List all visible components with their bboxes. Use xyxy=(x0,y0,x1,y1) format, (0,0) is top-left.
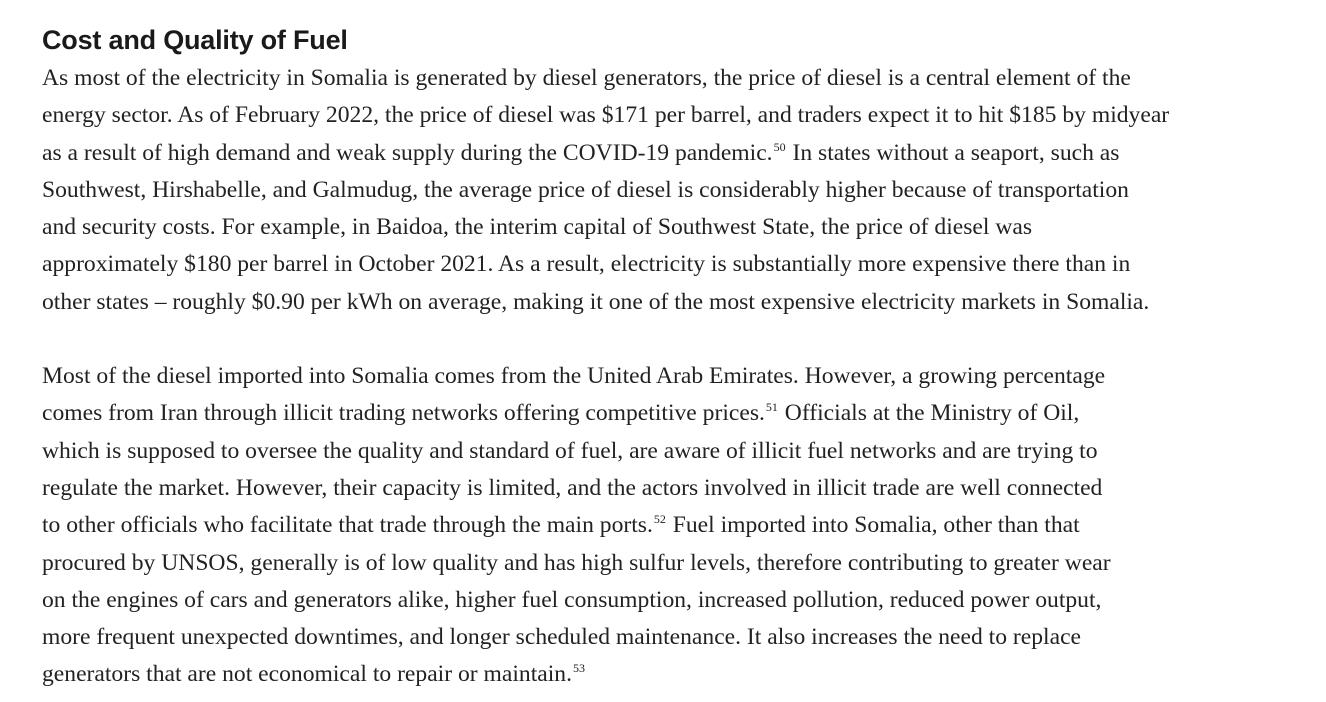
line-text: as a result of high demand and weak supply during the COVID-19 pandemic. xyxy=(42,139,773,166)
text-line: which is supposed to oversee the quality and standard of fuel, are aware of illicit fuel networks and are trying to xyxy=(42,437,1098,464)
section-heading: Cost and Quality of Fuel xyxy=(42,25,348,55)
text-line: Southwest, Hirshabelle, and Galmudug, the average price of diesel is considerably higher because of transportation xyxy=(42,176,1129,203)
text-line: on the engines of cars and generators alike, higher fuel consumption, increased pollution, reduced power output, xyxy=(42,586,1102,613)
text-line xyxy=(42,395,1302,432)
text-line xyxy=(42,507,1302,544)
text-line: more frequent unexpected downtimes, and longer scheduled maintenance. It also increases the need to replace xyxy=(42,624,1082,651)
text-line: procured by UNSOS, generally is of low quality and has high sulfur levels, therefore contributing to greater wear xyxy=(42,549,1111,576)
line-text: generators that are not economical to repair or maintain. xyxy=(42,661,572,688)
line-text: Officials at the Ministry of Oil, xyxy=(778,400,1080,427)
footnote-ref-50[interactable]: 50 xyxy=(773,139,786,154)
footnote-ref-51[interactable]: 51 xyxy=(765,400,778,415)
line-text: In states without a seaport, such as xyxy=(786,139,1120,166)
text-line: other states – roughly $0.90 per kWh on average, making it one of the most expensive electricity markets in Somalia. xyxy=(42,288,1150,315)
paragraph-1 xyxy=(42,60,1302,321)
article xyxy=(42,22,1302,694)
footnote-ref-52[interactable]: 52 xyxy=(653,512,666,527)
line-text: to other officials who facilitate that trade through the main ports. xyxy=(42,512,653,539)
text-line xyxy=(42,656,1302,693)
text-line: regulate the market. However, their capacity is limited, and the actors involved in illicit trade are well connected xyxy=(42,474,1103,501)
text-line: approximately $180 per barrel in October 2021. As a result, electricity is substantially more expensive there than in xyxy=(42,251,1131,278)
line-text: Fuel imported into Somalia, other than that xyxy=(666,512,1080,539)
line-text: comes from Iran through illicit trading networks offering competitive prices. xyxy=(42,400,765,427)
paragraph-2 xyxy=(42,358,1302,694)
footnote-ref-53[interactable]: 53 xyxy=(572,661,585,676)
text-line: As most of the electricity in Somalia is generated by diesel generators, the price of diesel is a central element of the xyxy=(42,65,1131,91)
text-line: and security costs. For example, in Baidoa, the interim capital of Southwest State, the price of diesel was xyxy=(42,214,1033,241)
text-line: energy sector. As of February 2022, the price of diesel was $171 per barrel, and traders expect it to hit $185 by midyear xyxy=(42,102,1170,129)
text-line xyxy=(42,135,1302,172)
text-line: Most of the diesel imported into Somalia comes from the United Arab Emirates. However, a growing percentage xyxy=(42,363,1106,390)
